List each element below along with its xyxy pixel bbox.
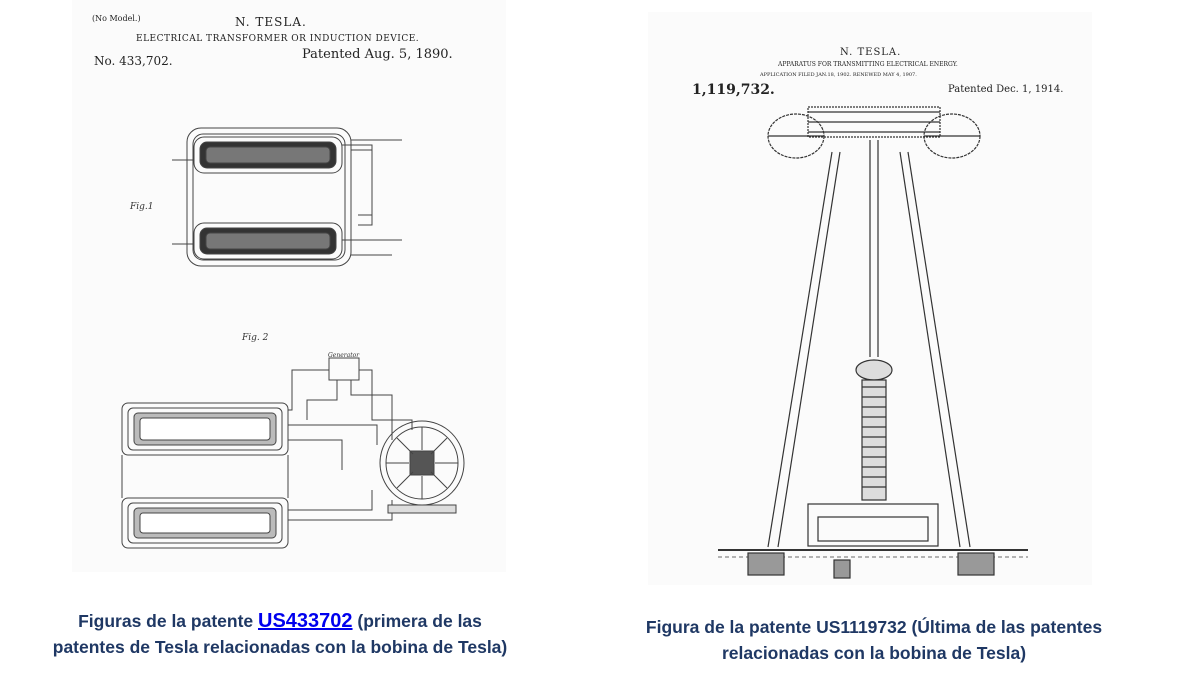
left-caption-suffix: (primera de las xyxy=(352,611,482,631)
right-patent-number: 1,119,732. xyxy=(692,82,775,98)
right-caption-line1: Figura de la patente US1119732 (Última de las patentes xyxy=(645,617,1103,637)
right-patent-title: APPARATUS FOR TRANSMITTING ELECTRICAL ENERGY. xyxy=(778,61,958,68)
tower-base xyxy=(808,504,938,546)
patent-us433702-link[interactable]: US433702 xyxy=(258,610,353,632)
inventor-name: N. TESLA. xyxy=(235,15,307,29)
left-figure-caption xyxy=(0,608,560,660)
generator-label: Generator xyxy=(328,352,360,359)
right-figure-caption xyxy=(596,614,1152,666)
application-info: APPLICATION FILED JAN.18, 1902. RENEWED MAY 4, 1907. xyxy=(760,72,917,78)
fig1-label: Fig.1 xyxy=(130,202,154,212)
transformer-figures xyxy=(72,0,506,572)
right-patent-date: Patented Dec. 1, 1914. xyxy=(948,84,1064,95)
wardenclyffe-tower-drawing xyxy=(648,12,1092,585)
secondary-coil xyxy=(862,380,886,500)
patent-title: ELECTRICAL TRANSFORMER OR INDUCTION DEVICE. xyxy=(136,34,420,44)
right-inventor-name: N. TESLA. xyxy=(840,47,902,58)
fig2-label: Fig. 2 xyxy=(242,333,269,343)
right-caption-line2: relacionadas con la bobina de Tesla) xyxy=(721,643,1027,663)
generator-box xyxy=(329,358,359,380)
left-caption-prefix: Figuras de la patente xyxy=(78,611,258,631)
patent-number: No. 433,702. xyxy=(94,54,173,68)
patent-date: Patented Aug. 5, 1890. xyxy=(302,47,453,62)
central-mast xyxy=(870,140,878,357)
left-caption-line2: patentes de Tesla relacionadas con la bobina de Tesla) xyxy=(52,637,508,657)
model-note: (No Model.) xyxy=(92,14,141,23)
patent-drawing-us1119732 xyxy=(648,12,1092,585)
patent-drawing-us433702 xyxy=(72,0,506,572)
